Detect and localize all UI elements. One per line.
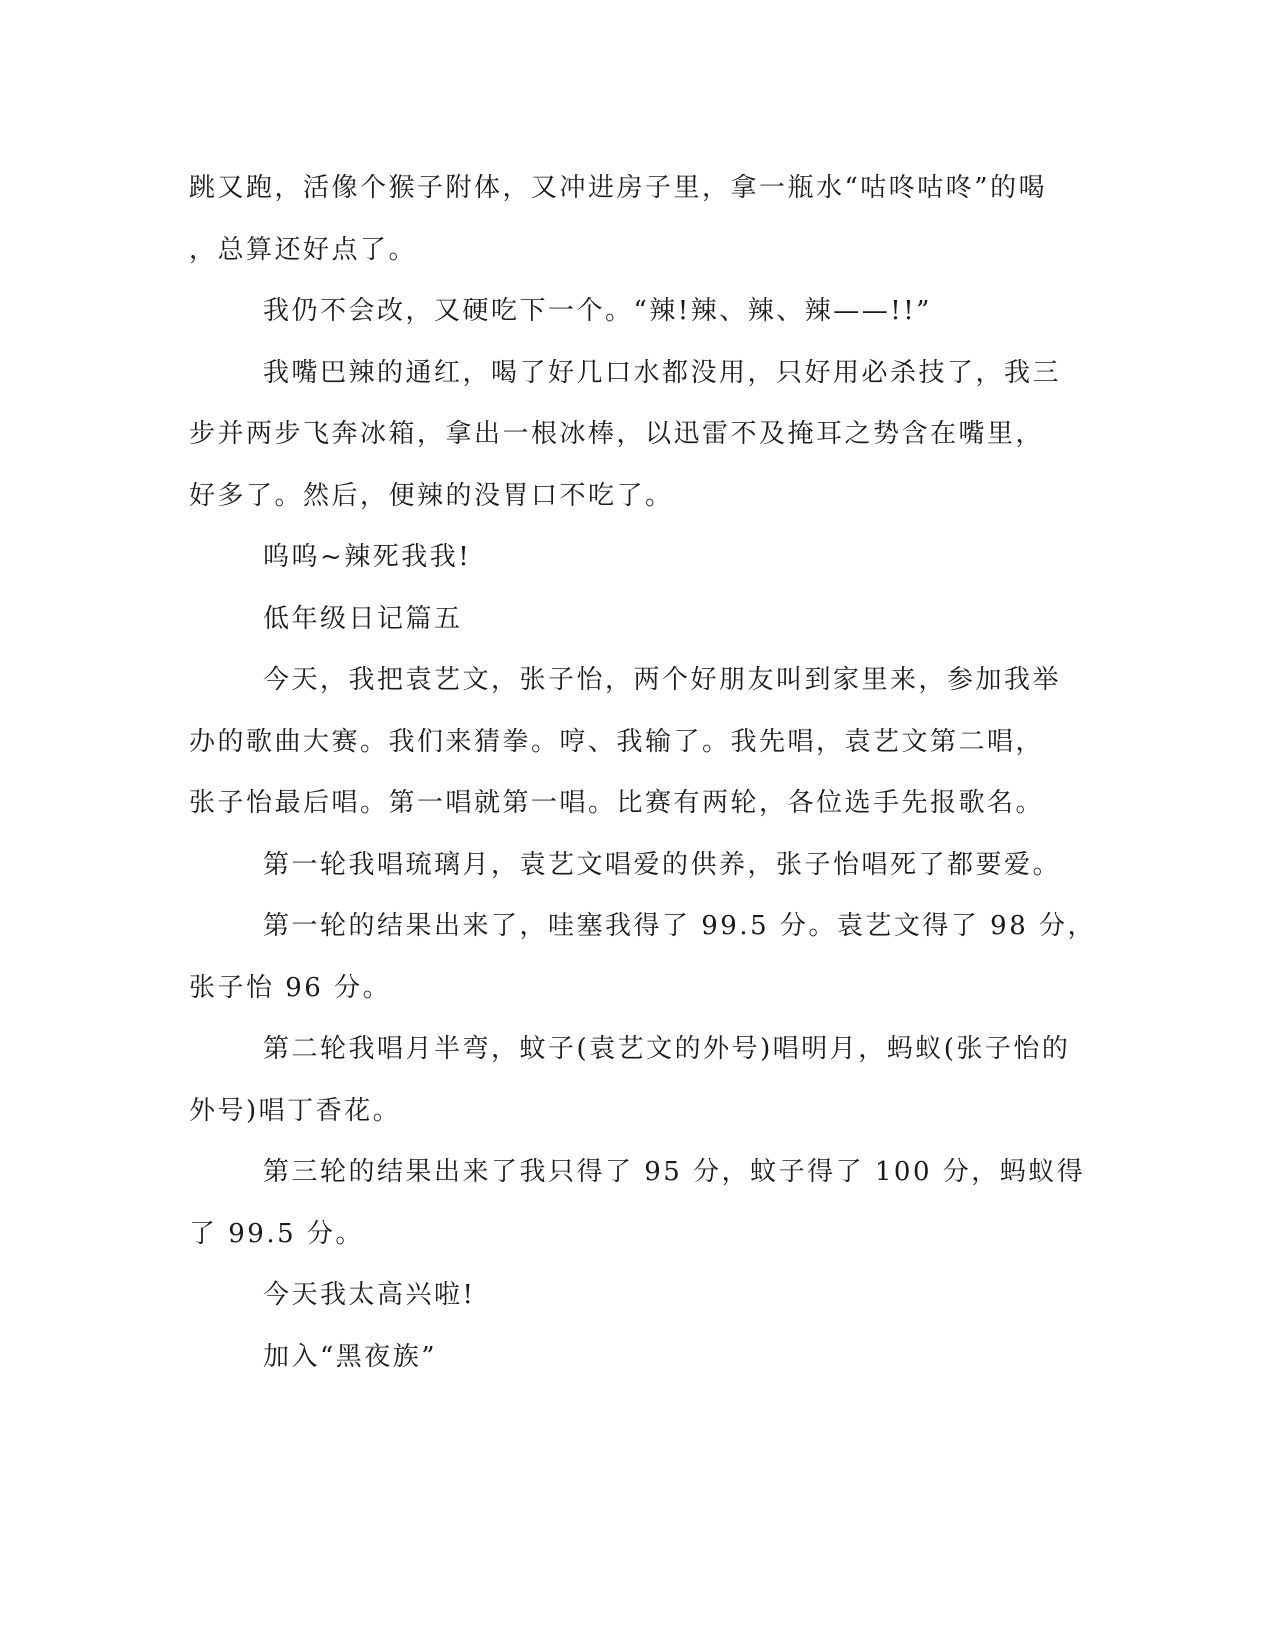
- text-line: 好多了。然后，便辣的没胃口不吃了。: [189, 480, 674, 511]
- text-line: 了 99.5 分。: [189, 1218, 364, 1249]
- text-line: 今天我太高兴啦!: [263, 1280, 476, 1310]
- text-line: 第三轮的结果出来了我只得了 95 分，蚊子得了 100 分，蚂蚁得: [263, 1157, 1086, 1187]
- text-line: 呜呜~辣死我我!: [263, 542, 472, 572]
- section-heading: 加入“黑夜族”: [263, 1341, 438, 1372]
- text-line: 张子怡最后唱。第一唱就第一唱。比赛有两轮，各位选手先报歌名。: [189, 788, 1045, 818]
- text-line: 张子怡 96 分。: [189, 972, 392, 1003]
- text-line: 跳又跑，活像个猴子附体，又冲进房子里，拿一瓶水“咕咚咕咚”的喝: [189, 173, 1048, 203]
- text-line: 第一轮的结果出来了，哇塞我得了 99.5 分。袁艺文得了 98 分，: [263, 911, 1097, 941]
- text-line: 第二轮我唱月半弯，蚊子(袁艺文的外号)唱明月，蚂蚁(张子怡的: [263, 1034, 1071, 1064]
- text-line: ，总算还好点了。: [189, 234, 418, 265]
- text-line: 外号)唱丁香花。: [189, 1095, 402, 1126]
- text-line: 步并两步飞奔冰箱，拿出一根冰棒，以迅雷不及掩耳之势含在嘴里，: [189, 419, 1045, 449]
- text-line: 我仍不会改，又硬吃下一个。“辣!辣、辣、辣——!!”: [263, 296, 932, 326]
- text-line: 我嘴巴辣的通红，喝了好几口水都没用，只好用必杀技了，我三: [263, 357, 1062, 388]
- section-heading: 低年级日记篇五: [263, 603, 463, 634]
- text-line: 办的歌曲大赛。我们来猜拳。哼、我输了。我先唱，袁艺文第二唱，: [189, 726, 1045, 757]
- body-text: [189, 158, 1097, 1388]
- text-line: 第一轮我唱琉璃月，袁艺文唱爱的供养，张子怡唱死了都要爱。: [263, 849, 1062, 880]
- text-line: 今天，我把袁艺文，张子怡，两个好朋友叫到家里来，参加我举: [263, 665, 1062, 695]
